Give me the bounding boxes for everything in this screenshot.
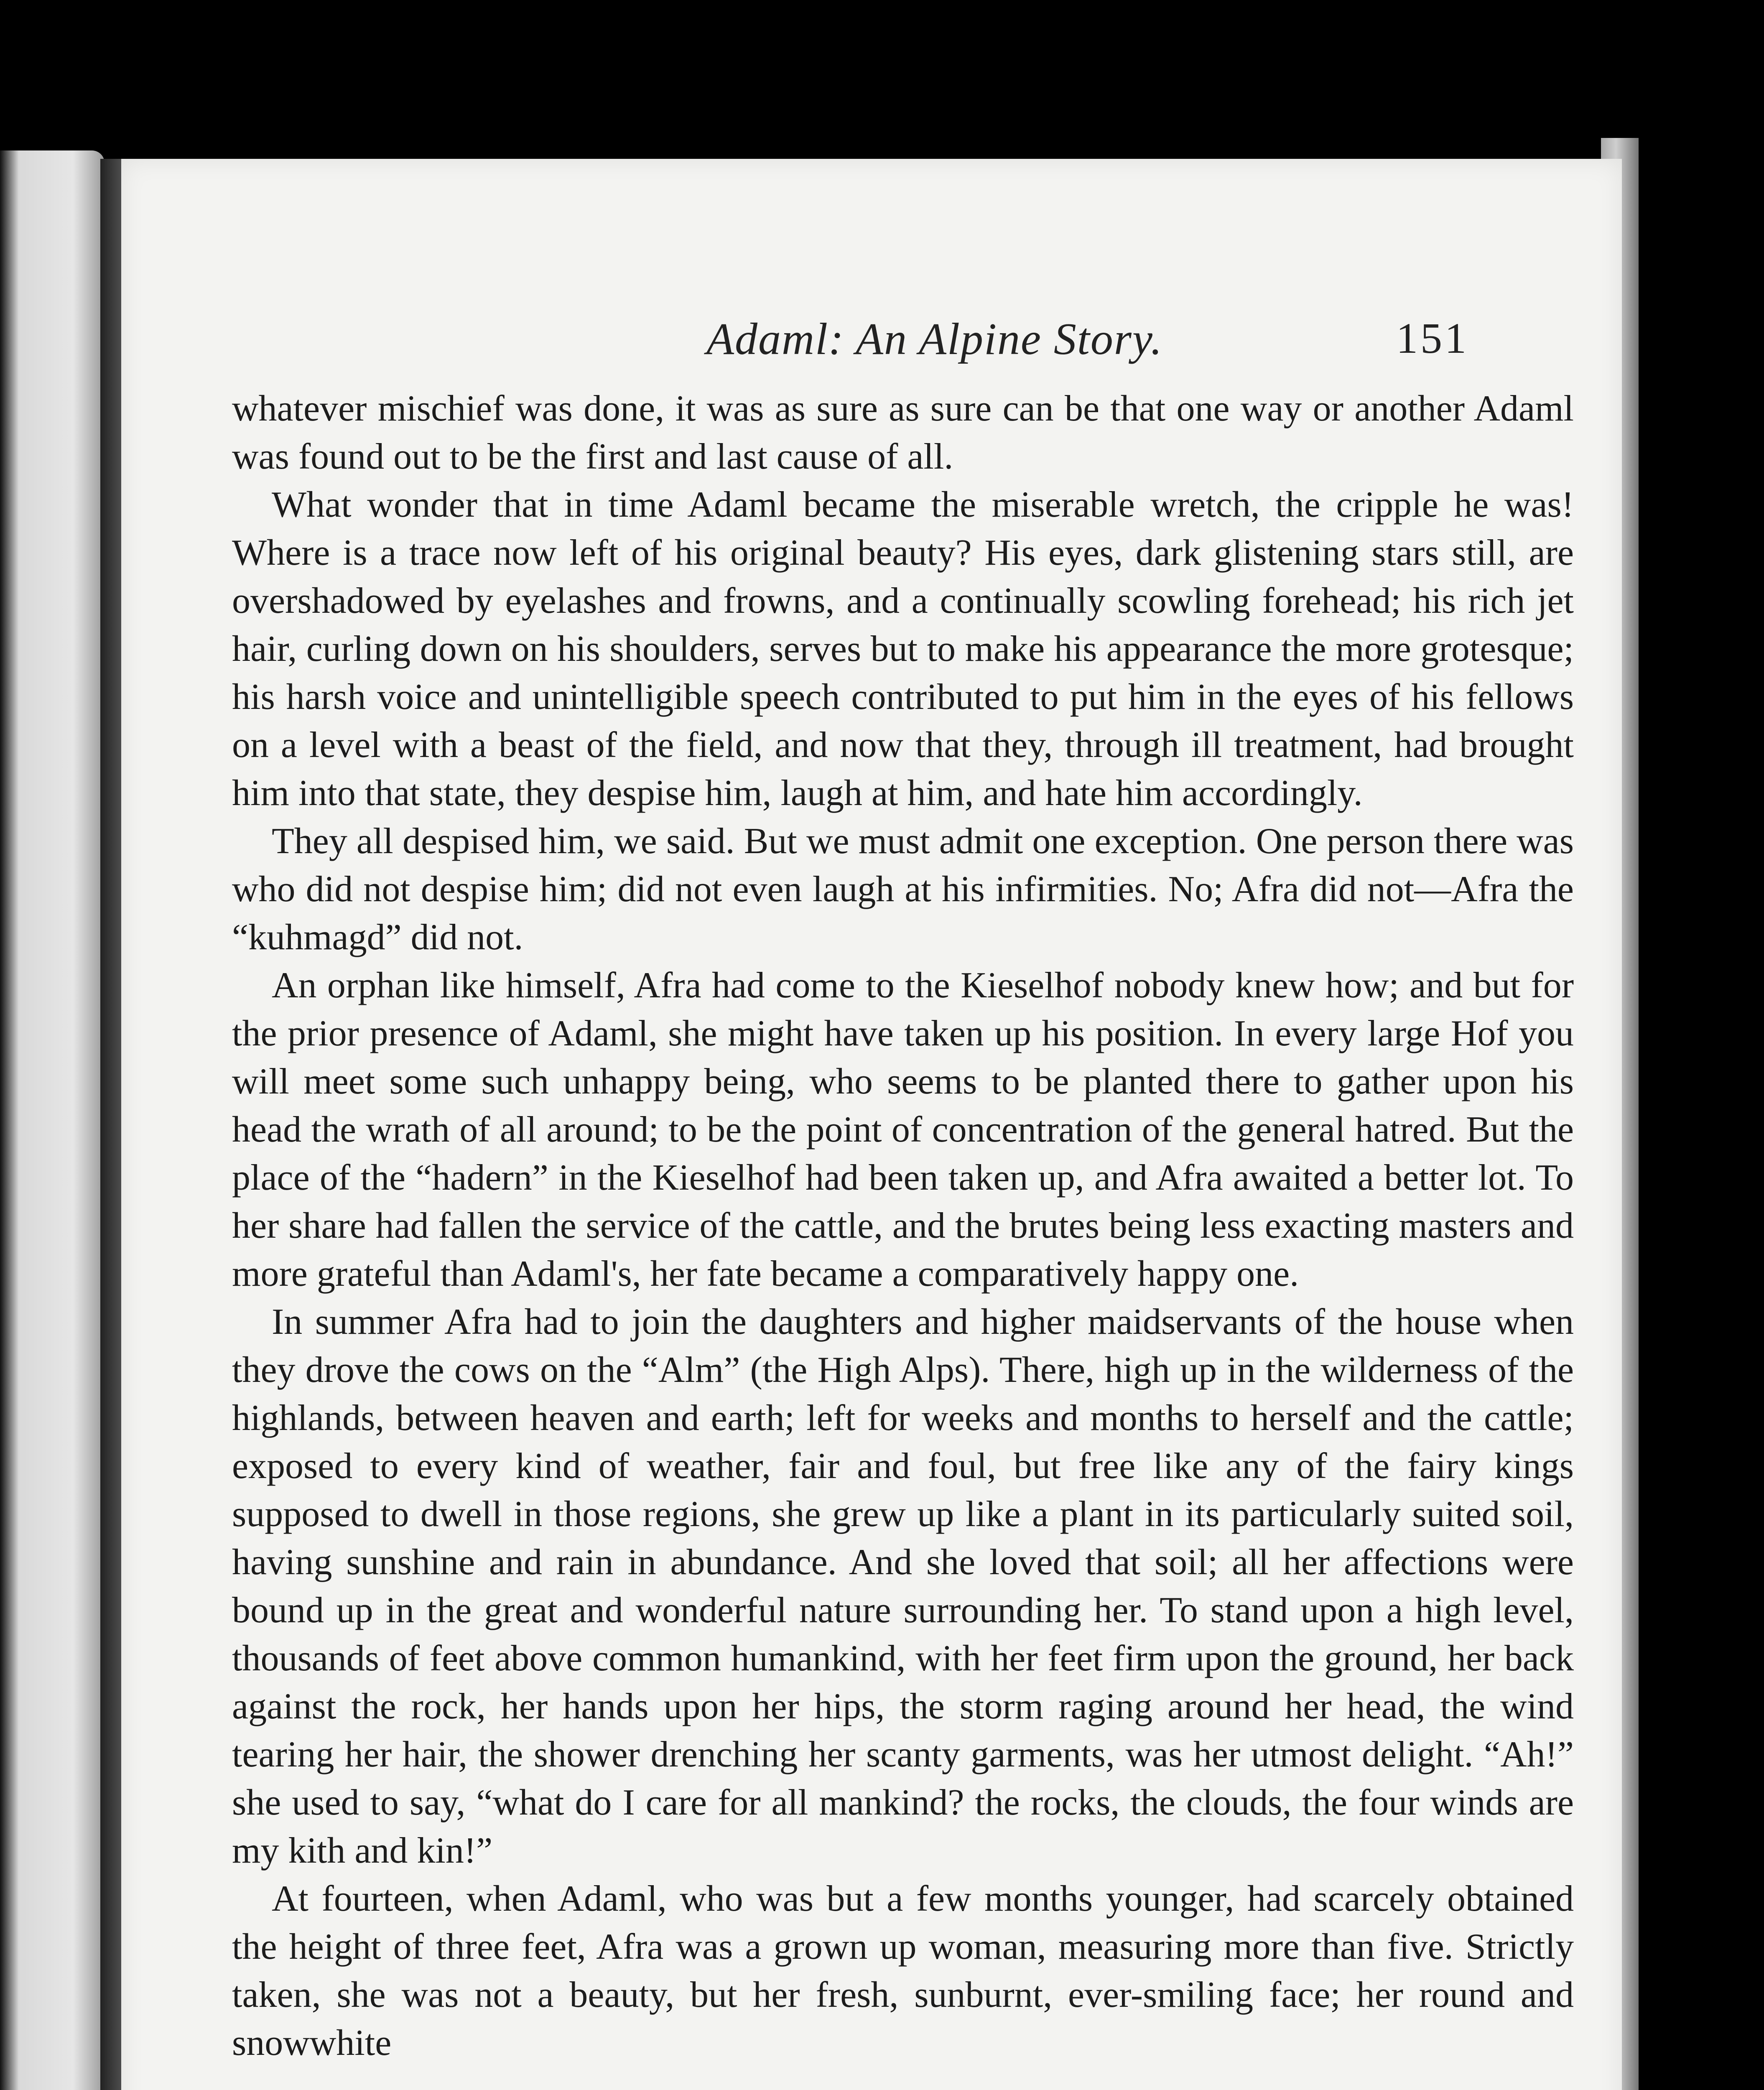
running-title: Adaml: An Alpine Story.	[706, 314, 1163, 364]
paragraph: What wonder that in time Adaml became the miserable wretch, the cripple he was! Where is a trace now left of his original beauty? His eyes, dark glistening stars still, are overshadowed by eyelashes and frowns, and a continually scowling forehead; his rich jet hair, curling down on his shoulders, serves but to make his appearance the more grotesque; his harsh voice and unintelligible speech contributed to put him in the eyes of his fellows on a level with a beast of the field, and now that they, through ill treatment, had brought him into that state, they despise him, laugh at him, and hate him accordingly.	[232, 484, 1574, 813]
book-page	[121, 159, 1622, 2090]
paragraph: At fourteen, when Adaml, who was but a few months younger, had scarcely obtained the height of three feet, Afra was a grown up woman, measuring more than five. Strictly taken, she was not a beauty, but her fresh, sunburnt, ever-smiling face; her round and snowwhite	[232, 1878, 1574, 2063]
paragraph: They all despised him, we said. But we must admit one exception. One person there was who did not despise him; did not even laugh at his infirmities. No; Afra did not—Afra the “kuhmagd” did not.	[232, 821, 1574, 958]
previous-page-edge	[0, 150, 105, 2090]
paragraph: An orphan like himself, Afra had come to the Kieselhof nobody knew how; and but for the prior presence of Adaml, she might have taken up his position. In every large Hof you will meet some such unhappy being, who seems to be planted there to gather upon his head the wrath of all around; to be the point of concentration of the general hatred. But the place of the “hadern” in the Kieselhof had been taken up, and Afra awaited a better lot. To her share had fallen the service of the cattle, and the brutes being less exacting masters and more grateful than Adaml's, her fate became a comparatively happy one.	[232, 965, 1574, 1294]
paragraph: In summer Afra had to join the daughters and higher maidservants of the house when they drove the cows on the “Alm” (the High Alps). There, high up in the wilderness of the highlands, between heaven and earth; left for weeks and months to herself and the cattle; exposed to every kind of weather, fair and foul, but free like any of the fairy kings supposed to dwell in those regions, she grew up like a plant in its particularly suited soil, having sunshine and rain in abundance. And she loved that soil; all her affections were bound up in the great and wonderful nature surrounding her. To stand upon a high level, thousands of feet above common humankind, with her feet firm upon the ground, her back against the rock, her hands upon her hips, the storm raging around her head, the wind tearing her hair, the shower drenching her scanty garments, was her utmost delight. “Ah!” she used to say, “what do I care for all mankind? the rocks, the clouds, the four winds are my kith and kin!”	[232, 1302, 1574, 1871]
paragraph: whatever mischief was done, it was as sure as sure can be that one way or another Adaml was found out to be the first and last cause of all.	[232, 388, 1574, 477]
body-text	[232, 385, 1574, 2067]
page-number: 151	[1396, 314, 1469, 362]
